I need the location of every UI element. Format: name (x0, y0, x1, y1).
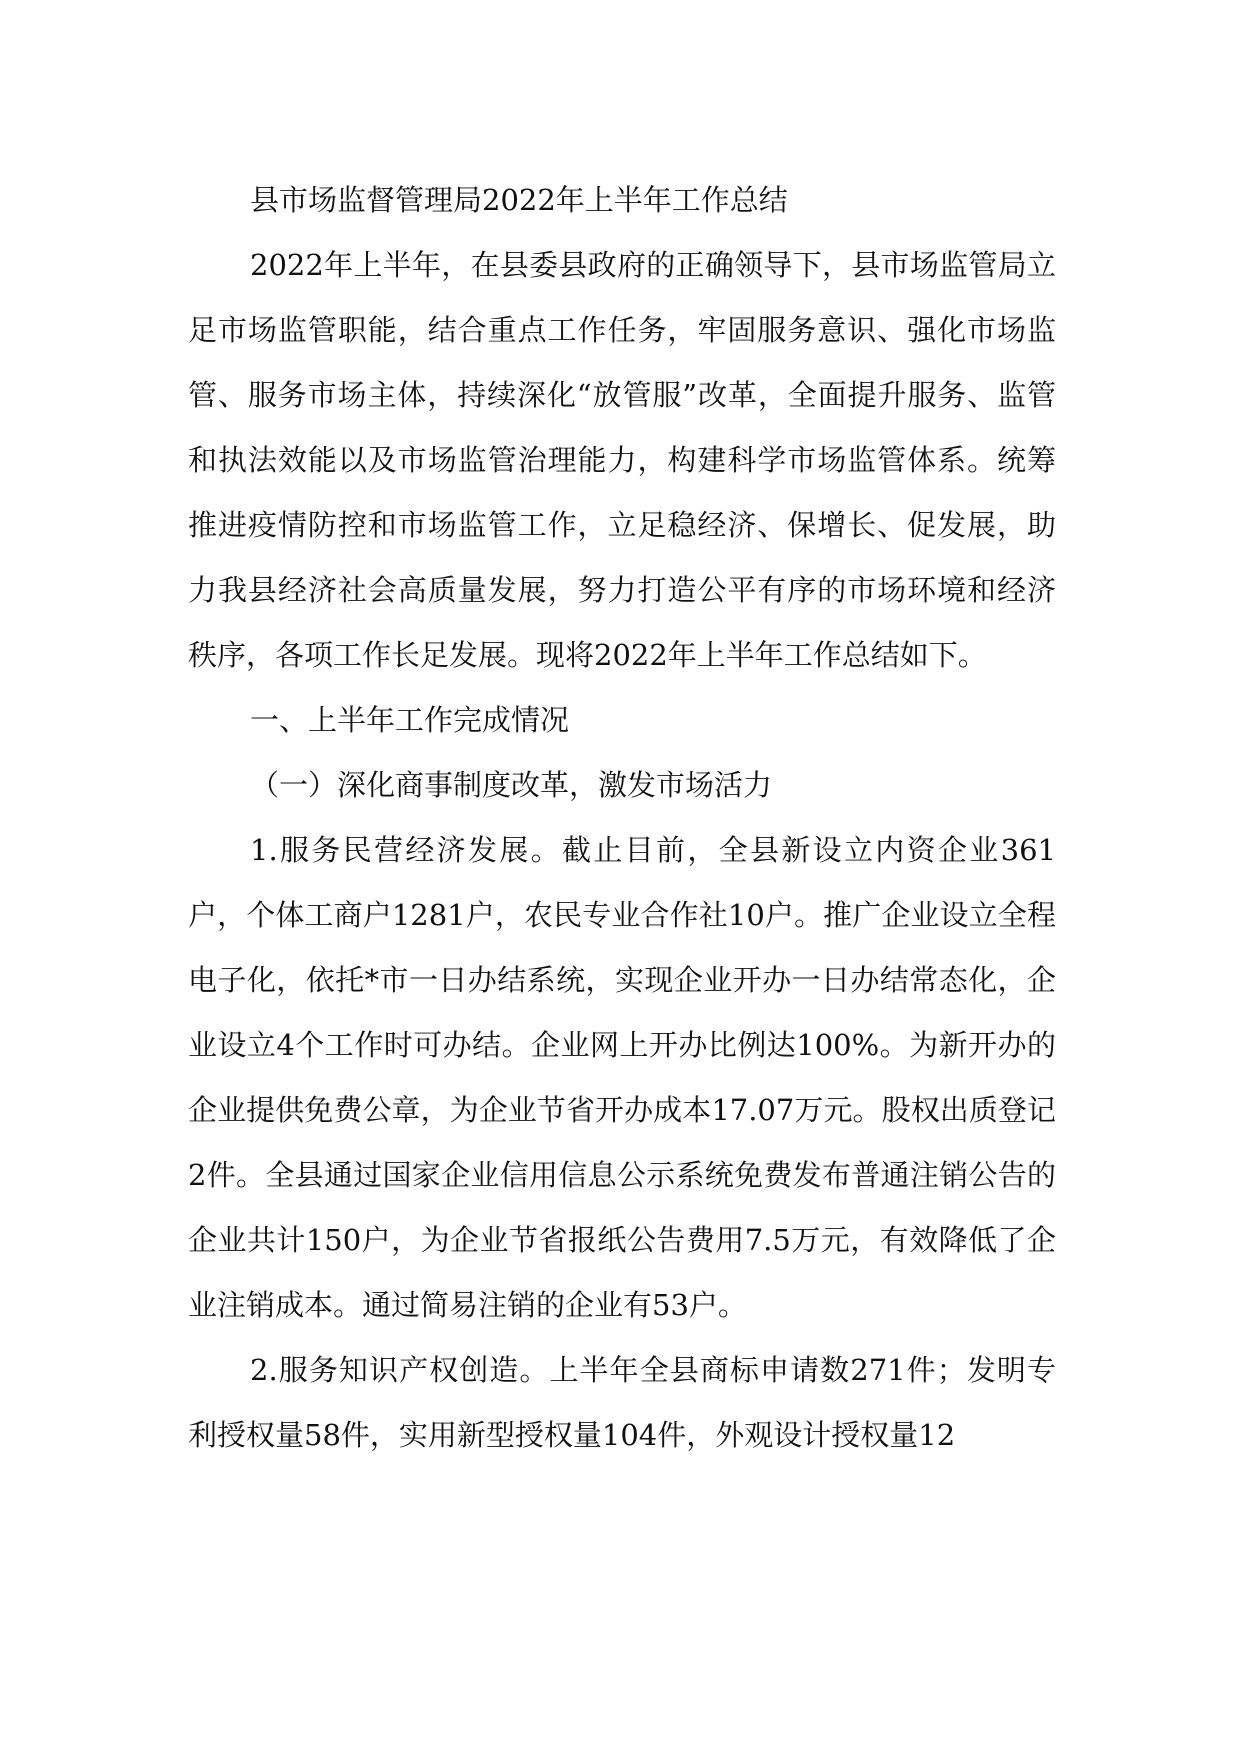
document-body (188, 168, 1056, 1468)
intro-paragraph: 2022年上半年，在县委县政府的正确领导下，县市场监管局立足市场监管职能，结合重点工作任务，牢固服务意识、强化市场监管、服务市场主体，持续深化“放管服”改革，全面提升服务、监管和执法效能以及市场监管治理能力，构建科学市场监管体系。统筹推进疫情防控和市场监管工作，立足稳经济、保增长、促发展，助力我县经济社会高质量发展，努力打造公平有序的市场环境和经济秩序，各项工作长足发展。现将2022年上半年工作总结如下。 (188, 248, 1056, 672)
document-title: 县市场监督管理局2022年上半年工作总结 (250, 183, 788, 217)
item-2-paragraph: 2.服务知识产权创造。上半年全县商标申请数271件；发明专利授权量58件，实用新型授权量104件，外观设计授权量12 (188, 1353, 1056, 1452)
item-1-paragraph: 1.服务民营经济发展。截止目前，全县新设立内资企业361户，个体工商户1281户，农民专业合作社10户。推广企业设立全程电子化，依托*市一日办结系统，实现企业开办一日办结常态化，企业设立4个工作时可办结。企业网上开办比例达100%。为新开办的企业提供免费公章，为企业节省开办成本17.07万元。股权出质登记2件。全县通过国家企业信用信息公示系统免费发布普通注销公告的企业共计150户，为企业节省报纸公告费用7.5万元，有效降低了企业注销成本。通过简易注销的企业有53户。 (188, 833, 1056, 1322)
section-heading: 一、上半年工作完成情况 (250, 703, 570, 737)
subsection-heading: （一）深化商事制度改革，激发市场活力 (250, 768, 773, 802)
